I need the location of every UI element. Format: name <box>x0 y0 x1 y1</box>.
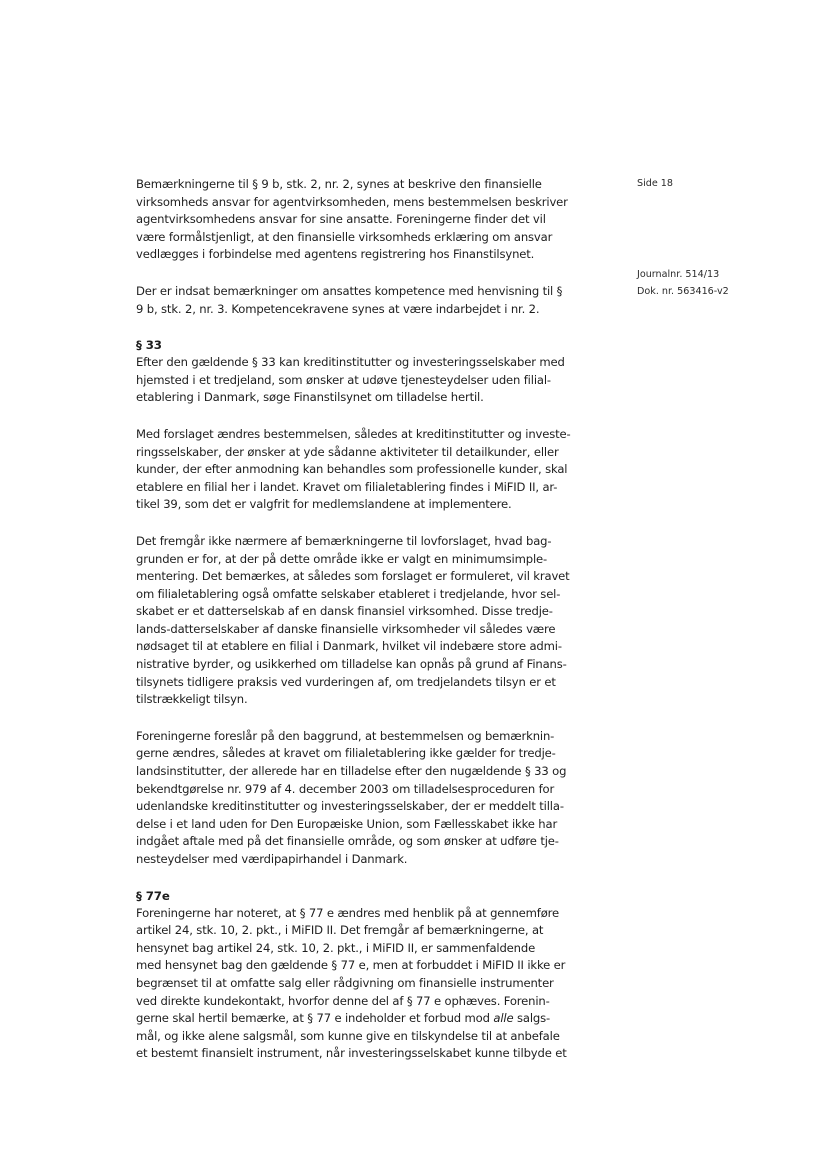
section-77e-text-b: salgs- mål, og ikke alene salgsmål, som kunne give en tilskyndelse til at anbefale et bestemt finansielt instrument, når investeringsselskabet kunne tilbyde et <box>136 1011 567 1061</box>
section-77e-heading: § 77e <box>136 888 170 903</box>
journal-number: Journalnr. 514/13 <box>637 269 720 280</box>
section-77e-text-a: Foreningerne har noteret, at § 77 e ændres med henblik på at gennemføre artikel 24, stk. 10, 2. pkt., i MiFID II. Det fremgår af bemærkningerne, at hensynet bag artikel 24, stk. 10, 2. pkt., i MiFID II, er sammenfaldende med hensynet bag den gældende § 77 e, men at forbuddet i MiFID II ikke er begrænset til at omfatte salg eller rådgivning om finansielle instrumenter ved direkte kundekontakt, hvorfor denne del af § 77 e ophæves. Forenin- gerne skal hertil bemærke, at § 77 e indeholder et forbud mod <box>136 905 566 1026</box>
section-33-paragraph-4: Foreningerne foreslår på den baggrund, at bestemmelsen og bemærknin- gerne ændres, således at kravet om filialetablering ikke gælder for tredje- landsinstitutter, der allerede har en tilladelse efter den nugældende § 33 og bekendtgørelse nr. 979 af 4. december 2003 om tilladelsesproceduren for udenlandske kreditinstitutter og investeringsselskaber, der er meddelt tilla- delse i et land uden for Den Europæiske Union, som Fællesskabet ikke har indgået aftale med på det finansielle område, og som ønsker at udføre tje- nesteydelser med værdipapirhandel i Danmark. <box>136 728 567 866</box>
section-77e-emphasis: alle <box>493 1011 514 1026</box>
section-33-paragraph-1: Efter den gældende § 33 kan kreditinstitutter og investeringsselskaber med hjemsted i et tredjeland, som ønsker at udøve tjenesteydelser uden filial- etablering i Danmark, søge Finanstilsynet om tilladelse hertil. <box>136 355 565 405</box>
reference-block <box>637 266 787 300</box>
document-number: Dok. nr. 563416-v2 <box>637 286 729 297</box>
body-text <box>136 176 598 1082</box>
page-number: Side 18 <box>637 178 674 189</box>
section-77e <box>136 888 598 1063</box>
section-33-paragraph-3: Det fremgår ikke nærmere af bemærkningerne til lovforslaget, hvad bag- grunden er for, at der på dette område ikke er valgt en minimumsimple- mentering. Det bemærkes, at således som forslaget er formuleret, vil kravet om filialetablering også omfatte selskaber etableret i tredjelande, hvor sel- skabet er et datterselskab af en dansk finansiel virksomhed. Disse tredje- lands-datterselskaber af danske finansielle virksomheder vil således være nødsaget til at etablere en filial i Danmark, hvilket vil indebære store admi- nistrative byrder, og usikkerhed om tilladelse kan opnås på grund af Finans- tilsynets tidligere praksis ved vurderingen af, om tredjelandets tilsyn er et tilstrækkeligt tilsyn. <box>136 533 570 707</box>
paragraph-9b-nr3: Der er indsat bemærkninger om ansattes kompetence med henvisning til § 9 b, stk. 2, nr. 3. Kompetencekravene synes at være indarbejdet i nr. 2. <box>136 283 563 316</box>
page-number-block <box>637 175 787 192</box>
section-77e-paragraph-1 <box>136 905 598 1063</box>
section-33-heading: § 33 <box>136 338 162 353</box>
section-33-paragraph-2: Med forslaget ændres bestemmelsen, således at kreditinstitutter og investe- ringsselskaber, der ønsker at yde sådanne aktiviteter til detailkunder, eller kunder, der efter anmodning kan behandles som professionelle kunder, skal etablere en filial her i landet. Kravet om filialetablering findes i MiFID II, ar- tikel 39, som det er valgfrit for medlemslandene at implementere. <box>136 426 571 512</box>
section-33 <box>136 337 598 868</box>
paragraph-9b-nr2: Bemærkningerne til § 9 b, stk. 2, nr. 2, synes at beskrive den finansielle virksomheds ansvar for agentvirksomheden, mens bestemmelsen beskriver agentvirksomhedens ansvar for sine ansatte. Foreningerne finder det vil være formålstjenligt, at den finansielle virksomheds erklæring om ansvar vedlægges i forbindelse med agentens registrering hos Finanstilsynet. <box>136 177 568 262</box>
